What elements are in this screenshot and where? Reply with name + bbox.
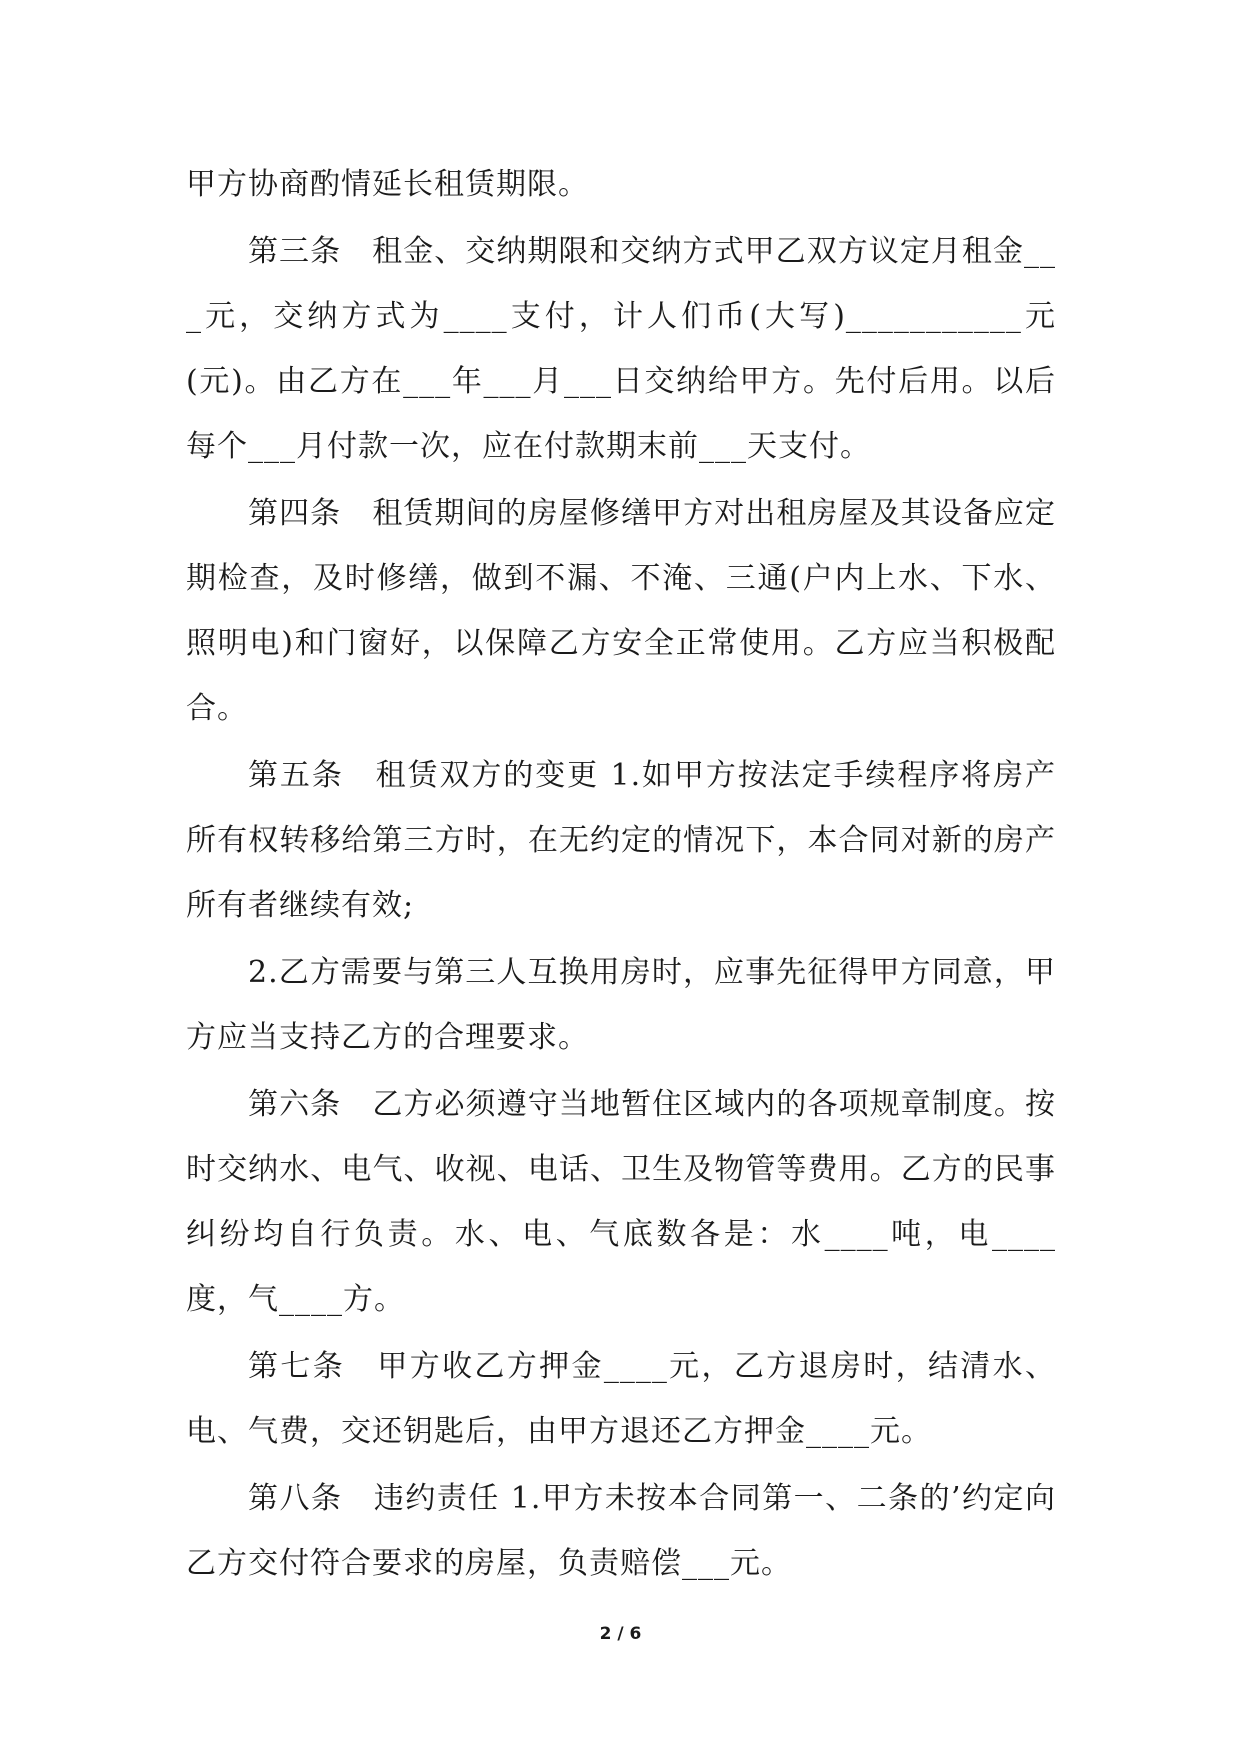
- paragraph-article-7: 第七条 甲方收乙方押金____元，乙方退房时，结清水、电、气费，交还钥匙后，由甲方退还乙方押金____元。: [186, 1349, 1056, 1449]
- paragraph-article-5: 第五条 租赁双方的变更 1.如甲方按法定手续程序将房产所有权转移给第三方时，在无约定的情况下，本合同对新的房产所有者继续有效;: [186, 758, 1056, 923]
- paragraph-article-8: 第八条 违约责任 1.甲方未按本合同第一、二条的’约定向乙方交付符合要求的房屋，负责赔偿___元。: [186, 1481, 1056, 1581]
- document-body: [186, 152, 1056, 1598]
- paragraph-article-6: 第六条 乙方必须遵守当地暂住区域内的各项规章制度。按时交纳水、电气、收视、电话、卫生及物管等费用。乙方的民事纠纷均自行负责。水、电、气底数各是：水____吨，电____度，气____方。: [186, 1087, 1056, 1317]
- page-number: 2 / 6: [599, 1624, 642, 1644]
- paragraph-article-5-item-2: 2.乙方需要与第三人互换用房时，应事先征得甲方同意，甲方应当支持乙方的合理要求。: [186, 955, 1056, 1055]
- paragraph-article-3: 第三条 租金、交纳期限和交纳方式甲乙双方议定月租金___元，交纳方式为____支付，计人们币(大写)___________元(元)。由乙方在___年___月___日交纳给甲方。先付后用。以后每个___月付款一次，应在付款期末前___天支付。: [186, 234, 1056, 464]
- paragraph-continuation: 甲方协商酌情延长租赁期限。: [186, 167, 589, 202]
- paragraph-article-4: 第四条 租赁期间的房屋修缮甲方对出租房屋及其设备应定期检查，及时修缮，做到不漏、不淹、三通(户内上水、下水、照明电)和门窗好，以保障乙方安全正常使用。乙方应当积极配合。: [186, 496, 1056, 726]
